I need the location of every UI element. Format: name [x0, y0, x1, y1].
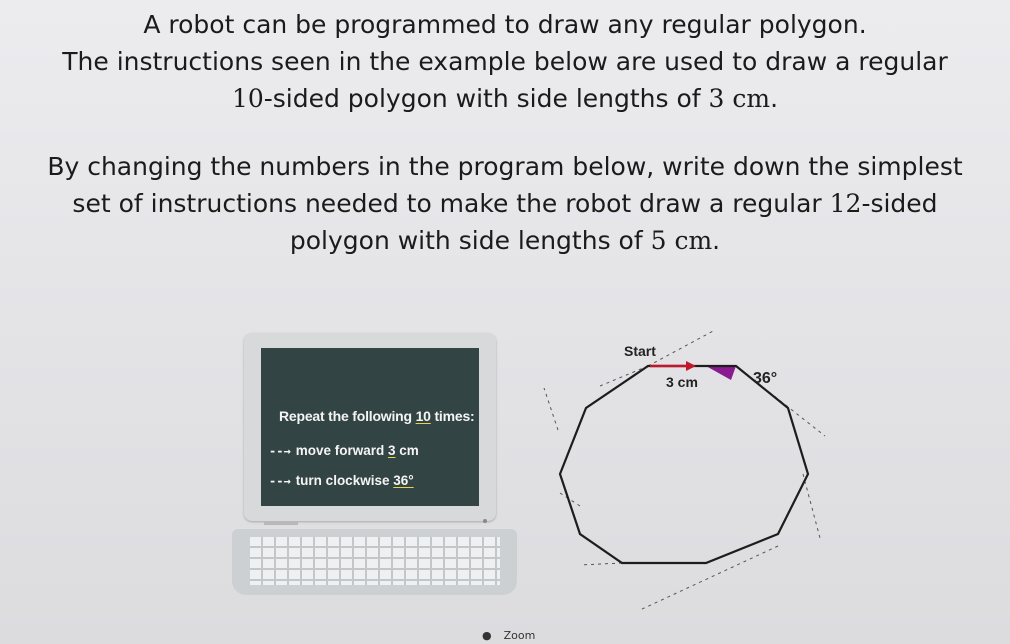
- question-line: A robot can be programmed to draw any regular polygon.: [143, 10, 867, 39]
- repeat-instruction: Repeat the following 10 times:: [279, 408, 475, 424]
- search-icon: ●: [482, 629, 492, 642]
- dashed-arrow-icon: --→: [269, 444, 291, 458]
- turn-instruction: --→ turn clockwise 36°: [269, 473, 414, 488]
- target-side-length: 5 cm: [650, 226, 713, 255]
- side-count: 10: [231, 84, 264, 113]
- move-instruction: --→ move forward 3 cm: [269, 443, 419, 458]
- side-length-label: 3 cm: [666, 374, 698, 390]
- laptop-badge: [264, 521, 298, 525]
- turn-value: 36°: [393, 473, 414, 488]
- question-line: polygon with side lengths of 5 cm.: [289, 226, 721, 255]
- question-text: [0, 6, 1010, 259]
- question-line: By changing the numbers in the program below, write down the simplest: [47, 152, 963, 181]
- zoom-label: Zoom: [503, 629, 536, 642]
- question-line: The instructions seen in the example below are used to draw a regular: [62, 47, 948, 76]
- decagon-outline: [560, 366, 808, 563]
- polygon-diagram: [540, 328, 860, 613]
- laptop-illustration: [232, 333, 517, 598]
- angle-label: 36°: [753, 370, 778, 387]
- keyboard-keys: [250, 537, 500, 585]
- angle-marker: [706, 366, 736, 380]
- arrow-head-icon: [686, 361, 696, 371]
- question-line: set of instructions needed to make the robot draw a regular 12-sided: [72, 189, 938, 218]
- zoom-control[interactable]: [482, 629, 535, 642]
- start-label: Start: [624, 343, 656, 359]
- question-line: 10-sided polygon with side lengths of 3 cm.: [231, 84, 779, 113]
- repeat-count: 10: [415, 408, 431, 424]
- laptop-led: [483, 519, 487, 523]
- move-value: 3: [387, 443, 396, 458]
- laptop-lid: [244, 333, 496, 521]
- program-screen: [261, 348, 479, 506]
- dashed-arrow-icon: --→: [269, 474, 291, 488]
- target-side-count: 12: [829, 189, 862, 218]
- decagon-drawing: [540, 328, 860, 613]
- laptop-keyboard: [232, 529, 517, 595]
- side-length: 3 cm: [708, 84, 771, 113]
